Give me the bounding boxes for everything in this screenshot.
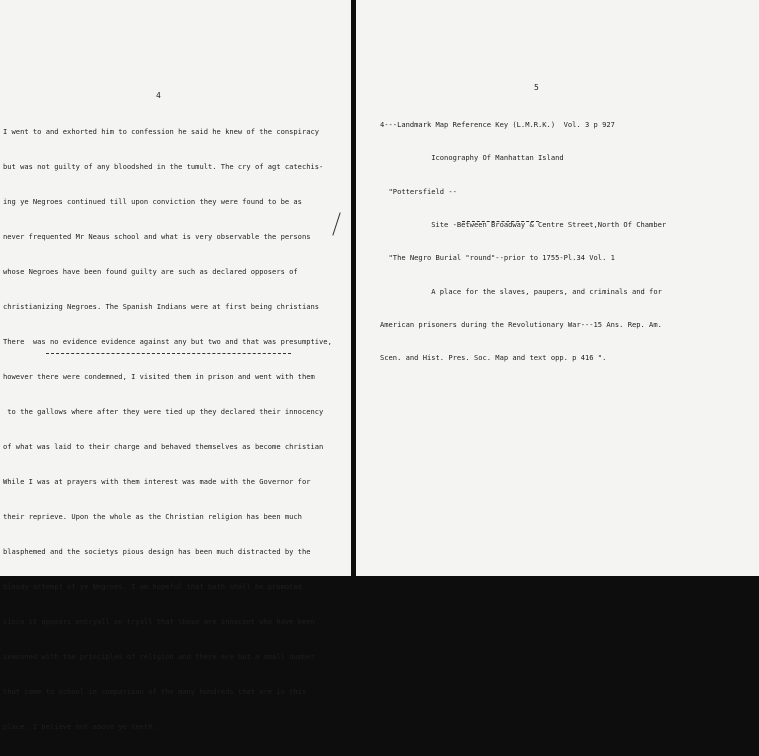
text-line: however there were condemned, I visited them in prison and went with them [3, 372, 315, 382]
text-line: 4---Landmark Map Reference Key (L.M.R.K.) Vol. 3 p 927 [380, 120, 615, 130]
text-line: A place for the slaves, paupers, and criminals and for [380, 286, 662, 296]
text-line: blasphemed and the societys pious design has been much distracted by the [3, 546, 311, 556]
text-line: ing ye Negroes continued till upon conviction they were found to be as [3, 197, 302, 207]
text-line: that come to school in comparison of the many hundreds that are in this [3, 686, 307, 696]
dashed-divider [462, 221, 539, 222]
text-line: Scen. and Hist. Pres. Soc. Map and text opp. p 416 ". [380, 353, 607, 363]
text-line: There was no evidence evidence against any but two and that was presumptive, [3, 337, 332, 347]
text-line: their reprieve. Upon the whole as the Christian religion has been much [3, 511, 302, 521]
letter-text [3, 103, 332, 756]
text-line: christianizing Negroes. The Spanish Indians were at first being christians [3, 302, 320, 312]
text-line: but was not guilty of any bloodshed in the tumult. The cry of agt catechis- [3, 162, 324, 172]
text-line: never frequented Mr Neaus school and what is very observable the persons [3, 232, 311, 242]
text-line: Iconography Of Manhattan Island [380, 153, 564, 163]
dashed-divider [46, 353, 291, 354]
left-page [0, 0, 351, 731]
page-number: 5 [534, 83, 539, 92]
text-line: "Pottersfield -- [380, 186, 457, 196]
handwritten-mark [332, 212, 340, 235]
text-line: seasoned with the principles of religion and there are but a small number [3, 651, 315, 661]
text-line: since it appears entryall on tryall that those are innocent who have been [3, 616, 315, 626]
text-line: bloody attempt of ye Negroes. I am hopeful that both shall be promoted [3, 581, 302, 591]
text-line: of what was laid to their charge and behaved themselves as become christian [3, 442, 324, 452]
text-line: "The Negro Burial "round"--prior to 1755-Pl.34 Vol. 1 [380, 253, 615, 263]
text-line: While I was at prayers with them interest was made with the Governor for [3, 477, 311, 486]
right-page [356, 0, 759, 576]
text-line: to the gallows where after they were tied up they declared their innocency [3, 407, 324, 417]
text-line: whose Negroes have been found guilty are such as declared opposers of [3, 267, 298, 277]
text-line: place. I believe not above ye tenth. [3, 721, 157, 731]
text-line: Site -Between Broadway & Centre Street,North Of Chamber [380, 220, 667, 230]
reference-text [380, 97, 666, 385]
page-number: 4 [156, 91, 161, 100]
text-line: I went to and exhorted him to confession he said he knew of the conspiracy [3, 127, 320, 137]
text-line: American prisoners during the Revolutionary War---15 Ans. Rep. Am. [380, 319, 662, 329]
